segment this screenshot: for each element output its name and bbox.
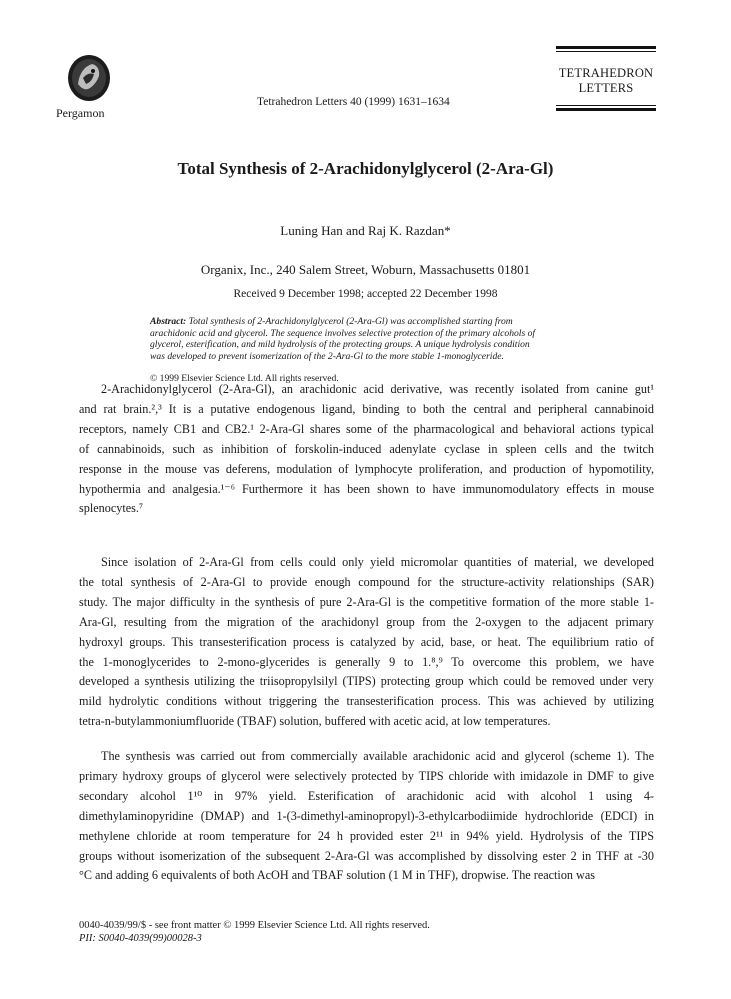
bottom-rule-thin [556, 105, 656, 106]
body-line: response in the mouse vas deferens, modulation of lymphocyte proliferation, and production of hypomotility, [79, 461, 654, 476]
abstract-copyright: © 1999 Elsevier Science Ltd. All rights reserved. [150, 373, 339, 384]
body-line: secondary alcohol 1¹⁰ in 97% yield. Esterification of arachidonic acid with alcohol 1 using 4- [79, 788, 654, 803]
journal-title-block [556, 46, 656, 111]
abstract [150, 316, 590, 362]
journal-name-line2: LETTERS [578, 81, 634, 95]
footer-pii: PII: S0040-4039(99)00028-3 [79, 933, 202, 944]
body-line: of cannabinoids, such as inhibition of forskolin-induced adenylate cyclase in spleen cells and the twitch [79, 441, 654, 456]
body-line: the 1-monoglycerides to 2-mono-glycerides is generally 9 to 1.⁸,⁹ To overcome this problem, we have [79, 654, 654, 669]
journal-name [556, 66, 656, 96]
received-dates: Received 9 December 1998; accepted 22 December 1998 [233, 288, 498, 300]
article-title: Total Synthesis of 2-Arachidonylglycerol (2-Ara-Gl) [177, 159, 554, 178]
body-paragraph-3 [79, 747, 654, 886]
body-line: hydroxyl groups. This transesterification process is catalyzed by acid, base, or heat. The equilibrium ratio of [79, 634, 654, 649]
journal-name-line1: TETRAHEDRON [558, 66, 654, 80]
journal-citation: Tetrahedron Letters 40 (1999) 1631–1634 [257, 96, 450, 108]
author-affiliation: Organix, Inc., 240 Salem Street, Woburn, Massachusetts 01801 [200, 262, 531, 277]
footer-copyright: 0040-4039/99/$ - see front matter © 1999 Elsevier Science Ltd. All rights reserved. [79, 920, 430, 931]
top-rule [556, 46, 656, 49]
body-line: Ara-Gl, resulting from the migration of the arachidonyl group from the 2-oxygen to the adjacent primary [79, 614, 654, 629]
abstract-line: was developed to prevent isomerization of the 2-Ara-Gl to the more stable 1-monoglyceride. [150, 350, 504, 362]
top-rule-thin [556, 51, 656, 52]
body-paragraph-1 [79, 380, 654, 519]
body-line: developed a synthesis utilizing the triisopropylsilyl (TIPS) protecting group which could be removed under very [79, 674, 654, 689]
page-footer [79, 919, 430, 945]
abstract-line: glycerol, esterification, and mild hydrolysis of the protecting groups. A unique hydrolysis condition [150, 339, 530, 351]
body-line: study. The major difficulty in the synthesis of pure 2-Ara-Gl is the competitive formation of the more stable 1- [79, 594, 654, 609]
body-line: groups without isomerization of the subsequent 2-Ara-Gl was accomplished by dissolving ester 2 in THF at -30 [79, 848, 654, 863]
publisher-logo [66, 54, 112, 104]
body-line: receptors, namely CB1 and CB2.¹ 2-Ara-Gl shares some of the pharmacological and behavioral actions typical [79, 421, 654, 436]
body-line: mild hydrolytic conditions without triggering the transesterification process. This was achieved by utilizing [79, 694, 654, 709]
body-line: tetra-n-butylammoniumfluoride (TBAF) solution, buffered with acetic acid, at low temperatures. [79, 714, 551, 729]
body-line: and rat brain.²,³ It is a putative endogenous ligand, binding to both the central and peripheral cannabinoid [79, 401, 654, 416]
body-line: methylene chloride at room temperature for 24 h provided ester 2¹¹ in 94% yield. Hydrolysis of the TIPS [79, 828, 654, 843]
article-authors: Luning Han and Raj K. Razdan* [280, 223, 451, 238]
abstract-line: arachidonic acid and glycerol. The sequence involves selective protection of the primary alcohols of [150, 327, 536, 339]
body-line: 2-Arachidonylglycerol (2-Ara-Gl), an arachidonic acid derivative, was recently isolated from canine gut¹ [101, 382, 654, 396]
body-line: The synthesis was carried out from commercially available arachidonic acid and glycerol (scheme 1). The [101, 749, 654, 763]
body-line: primary hydroxy groups of glycerol were selectively protected by TIPS chloride with imidazole in DMF to give [79, 768, 654, 783]
body-line: hypothermia and analgesia.¹⁻⁶ Furthermore it has been shown to have immunomodulatory effects in mouse [79, 481, 654, 496]
publisher-name: Pergamon [56, 106, 105, 120]
bottom-rule [556, 108, 656, 111]
body-line: the total synthesis of 2-Ara-Gl to provide enough compound for the structure-activity relationships (SAR) [79, 574, 654, 589]
body-paragraph-2 [79, 553, 654, 732]
body-line: dimethylaminopyridine (DMAP) and 1-(3-dimethyl-aminopropyl)-3-ethylcarbodiimide hydrochloride (EDCI) in [79, 808, 654, 823]
body-line: splenocytes.⁷ [79, 501, 144, 516]
body-line: Since isolation of 2-Ara-Gl from cells could only yield micromolar quantities of material, we developed [101, 555, 654, 569]
abstract-line: Abstract: Total synthesis of 2-Arachidonylglycerol (2-Ara-Gl) was accomplished starting from [150, 316, 513, 327]
body-line: °C and adding 6 equivalents of both AcOH and TBAF solution (1 M in THF), dropwise. The reaction was [79, 868, 596, 883]
abstract-label: Abstract: [150, 316, 187, 327]
